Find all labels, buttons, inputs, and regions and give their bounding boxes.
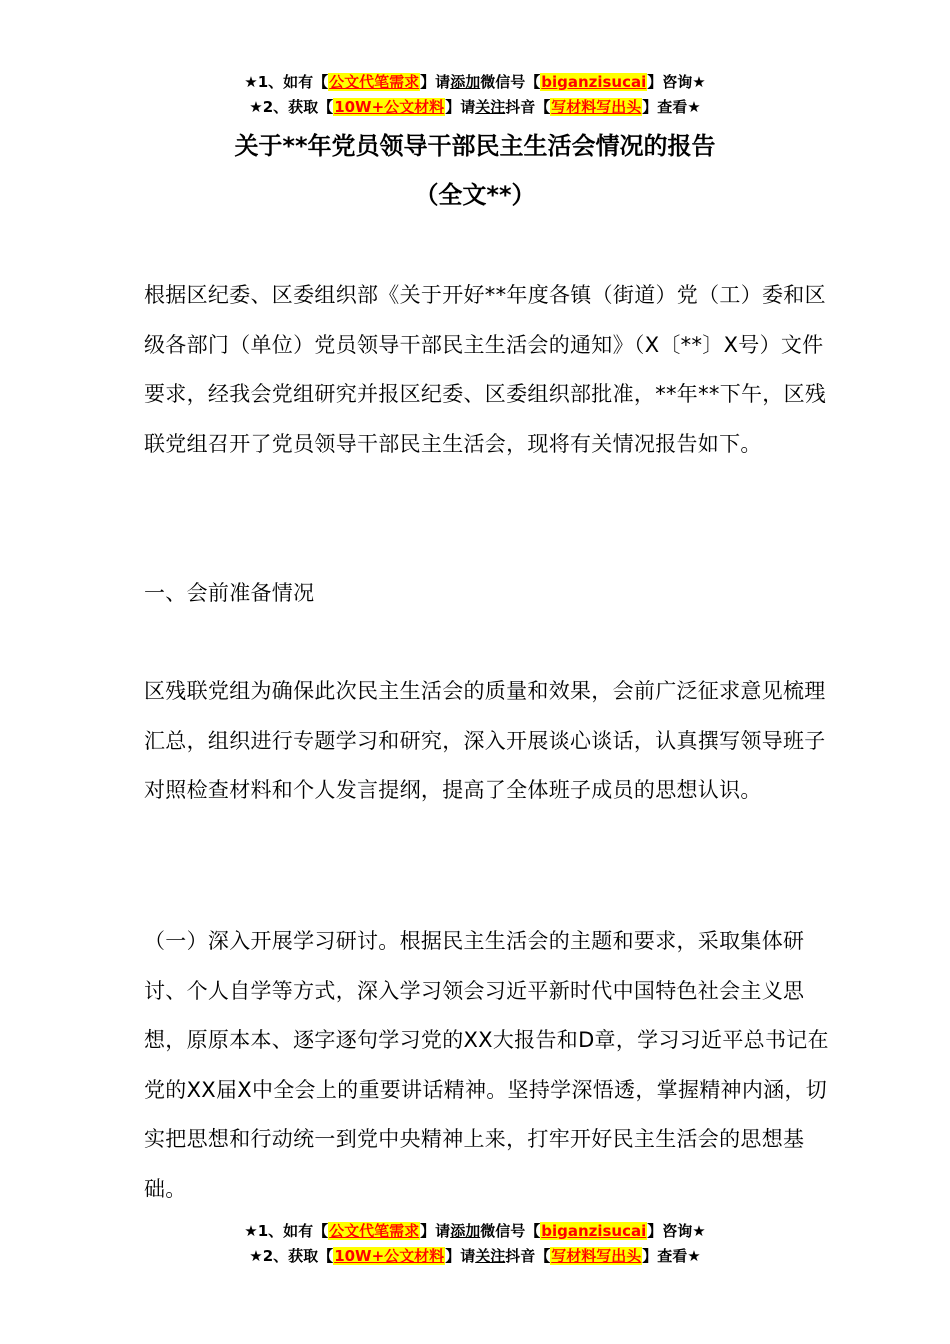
banner-highlight: 公文代笔需求 [329, 1222, 420, 1240]
banner-highlight: biganzisucai [541, 73, 647, 91]
banner-highlight: 公文代笔需求 [329, 73, 420, 91]
banner-highlight: 10W+公文材料 [334, 1247, 445, 1265]
banner-text: 微信号【 [480, 1222, 541, 1240]
banner-line-1 [0, 70, 950, 95]
document-subtitle: （全文**） [414, 181, 536, 209]
banner-text: 】请 [445, 1247, 476, 1265]
paragraph-text: 区残联党组为确保此次民主生活会的质量和效果，会前广泛征求意见梳理汇总，组织进行专题学习和研究，深入开展谈心谈话，认真撰写领导班子对照检查材料和个人发言提纲，提高了全体班子成员的思想认识。 [144, 679, 826, 803]
banner-line-2 [0, 95, 950, 120]
banner-text: 】咨询★ [647, 1222, 706, 1240]
banner-highlight: 写材料写出头 [551, 1247, 642, 1265]
banner-text: 】查看★ [642, 98, 701, 116]
heading-text: 一、会前准备情况 [144, 581, 315, 605]
banner-line-1 [0, 1219, 950, 1244]
banner-text: 】查看★ [642, 1247, 701, 1265]
banner-text: 】请 [445, 98, 476, 116]
footer-banner [0, 1219, 950, 1269]
banner-line-2 [0, 1244, 950, 1269]
banner-text: 】咨询★ [647, 73, 706, 91]
paragraph-intro [144, 271, 834, 469]
banner-text: ★1、如有【 [244, 73, 329, 91]
paragraph-study [144, 917, 834, 1215]
banner-text: 抖音【 [505, 98, 551, 116]
banner-highlight: 写材料写出头 [551, 98, 642, 116]
banner-text: ★2、获取【 [249, 98, 334, 116]
banner-underlined: 关注 [475, 98, 506, 116]
banner-highlight: biganzisucai [541, 1222, 647, 1240]
banner-highlight: 10W+公文材料 [334, 98, 445, 116]
banner-underlined: 添加 [450, 1222, 481, 1240]
banner-text: ★1、如有【 [244, 1222, 329, 1240]
banner-text: 抖音【 [505, 1247, 551, 1265]
banner-text: ★2、获取【 [249, 1247, 334, 1265]
paragraph-text: 根据区纪委、区委组织部《关于开好**年度各镇（街道）党（工）委和区级各部门（单位）党员领导干部民主生活会的通知》（X〔**〕X号）文件要求，经我会党组研究并报区纪委、区委组织部批准，**年**下午，区残联党组召开了党员领导干部民主生活会，现将有关情况报告如下。 [144, 283, 827, 456]
banner-text: 】请 [420, 73, 451, 91]
banner-underlined: 关注 [475, 1247, 506, 1265]
banner-text: 】请 [420, 1222, 451, 1240]
paragraph-preparation [144, 667, 834, 816]
header-banner [0, 70, 950, 120]
paragraph-text: （一）深入开展学习研讨。根据民主生活会的主题和要求，采取集体研讨、个人自学等方式，深入学习领会习近平新时代中国特色社会主义思想，原原本本、逐字逐句学习党的XX大报告和D章，学习习近平总书记在党的XX届X中全会上的重要讲话精神。坚持学深悟透，掌握精神内涵，切实把思想和行动统一到党中央精神上来，打牢开好民主生活会的思想基础。 [144, 929, 829, 1201]
banner-text: 微信号【 [480, 73, 541, 91]
banner-underlined: 添加 [450, 73, 481, 91]
section-heading [144, 569, 834, 619]
document-title: 关于**年党员领导干部民主生活会情况的报告 [234, 132, 716, 160]
